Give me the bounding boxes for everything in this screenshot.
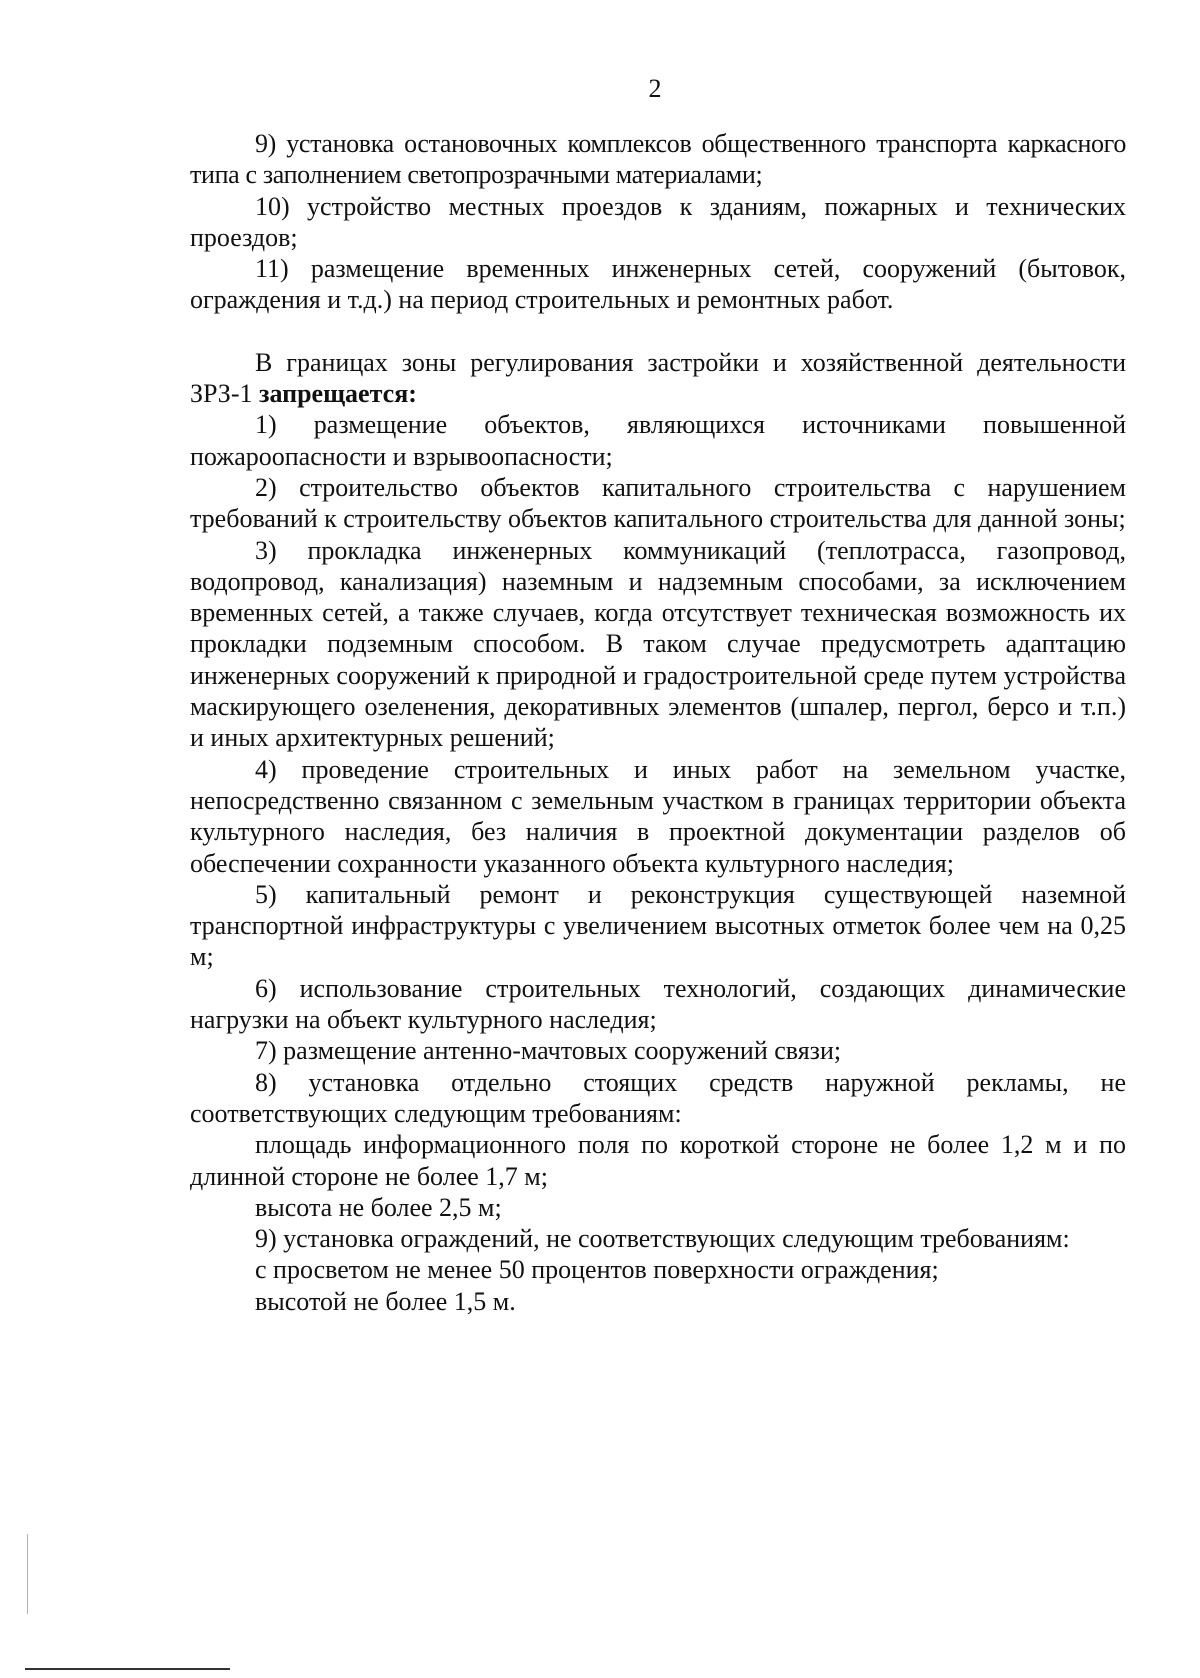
- document-body: [190, 128, 1126, 1317]
- prohibited-keyword: запрещается:: [259, 379, 417, 409]
- zone-intro-text: В границах зоны регулирования застройки и хозяйственной деятельности ЗРЗ-1: [190, 347, 1126, 409]
- paragraph-allowed-10: 10) устройство местных проездов к зданиям, пожарных и технических проездов;: [190, 191, 1126, 252]
- paragraph-prohibited-9-clearance: с просветом не менее 50 процентов поверхности ограждения;: [255, 1255, 939, 1285]
- page-number: 2: [648, 74, 662, 103]
- paragraph-prohibited-9: 9) установка ограждений, не соответствующих следующим требованиям:: [255, 1224, 1070, 1254]
- paragraph-prohibited-4: 4) проведение строительных и иных работ на земельном участке, непосредственно связанном с земельным участком в границах территории объекта культурного наследия, без наличия в проектной документации разделов об обеспечении сохранности указанного объекта культурного наследия;: [190, 754, 1126, 878]
- paragraph-prohibited-5: 5) капитальный ремонт и реконструкция существующей наземной транспортной инфраструктуры с увеличением высотных отметок более чем на 0,25 м;: [190, 879, 1126, 972]
- paragraph-prohibited-9-height: высотой не более 1,5 м.: [255, 1286, 516, 1316]
- paragraph-allowed-9: 9) установка остановочных комплексов общественного транспорта каркасного типа с заполнением светопрозрачными материалами;: [190, 129, 1126, 190]
- paragraph-prohibited-2: 2) строительство объектов капитального строительства с нарушением требований к строительству объектов капитального строительства для данной зоны;: [190, 472, 1126, 534]
- paragraph-prohibited-6: 6) использование строительных технологий, создающих динамические нагрузки на объект культурного наследия;: [190, 973, 1126, 1035]
- scan-margin-line: [27, 1534, 28, 1614]
- paragraph-prohibited-8-area: площадь информационного поля по короткой стороне не более 1,2 м и по длинной стороне не более 1,7 м;: [190, 1130, 1126, 1191]
- paragraph-prohibited-1: 1) размещение объектов, являющихся источниками повышенной пожароопасности и взрывоопасности;: [190, 410, 1126, 471]
- paragraph-allowed-11: 11) размещение временных инженерных сетей, сооружений (бытовок, ограждения и т.д.) на период строительных и ремонтных работ.: [190, 254, 1126, 315]
- paragraph-prohibited-8: 8) установка отдельно стоящих средств наружной рекламы, не соответствующих следующим требованиям:: [190, 1067, 1126, 1128]
- footer-rule: [25, 1668, 230, 1670]
- paragraph-prohibited-3: 3) прокладка инженерных коммуникаций (теплотрасса, газопровод, водопровод, канализация) наземным и надземным способами, за исключением временных сетей, а также случаев, когда отсутствует техническая возможность их прокладки подземным способом. В таком случае предусмотреть адаптацию инженерных сооружений к природной и градостроительной среде путем устройства маскирующего озеленения, декоративных элементов (шпалер, пергол, берсо и т.п.) и иных архитектурных решений;: [190, 535, 1126, 753]
- paragraph-zone-prohibitions-intro: [190, 347, 1126, 410]
- paragraph-prohibited-7: 7) размещение антенно-мачтовых сооружений связи;: [255, 1036, 842, 1066]
- paragraph-prohibited-8-height: высота не более 2,5 м;: [255, 1192, 502, 1222]
